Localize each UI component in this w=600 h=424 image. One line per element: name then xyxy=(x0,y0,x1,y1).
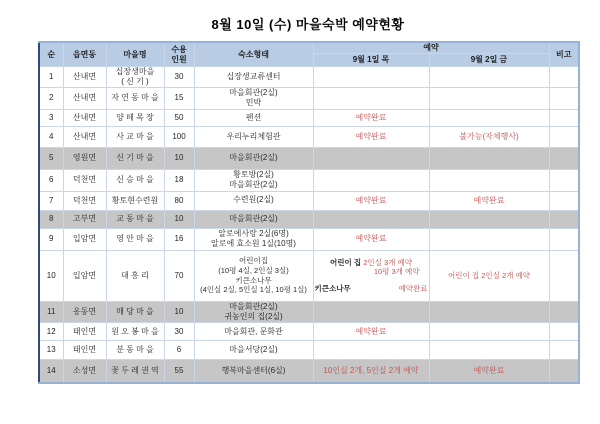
table-row xyxy=(39,67,579,88)
cell-capacity: 18 xyxy=(164,169,194,191)
cell-township: 덕천면 xyxy=(63,169,106,191)
cell-township: 덕천면 xyxy=(63,191,106,210)
cell-capacity: 15 xyxy=(164,88,194,110)
cell-resv-sep2 xyxy=(429,67,549,88)
cell-no: 13 xyxy=(39,341,63,360)
table-row xyxy=(39,323,579,341)
cell-lodging: 우리누리체험관 xyxy=(194,126,313,147)
cell-note xyxy=(549,109,579,126)
cell-township: 산내면 xyxy=(63,109,106,126)
cell-resv-sep2: 어린이 집 2인실 2개 예약 xyxy=(429,250,549,301)
cell-resv-sep1 xyxy=(313,67,429,88)
cell-note xyxy=(549,360,579,383)
cell-note xyxy=(549,88,579,110)
col-header-no: 순 xyxy=(39,42,63,67)
cell-lodging: 마을서당(2실) xyxy=(194,341,313,360)
cell-village: 교 동 마 을 xyxy=(106,210,164,228)
cell-no: 11 xyxy=(39,301,63,323)
cell-lodging: 마을회관(2실) 민박 xyxy=(194,88,313,110)
cell-no: 7 xyxy=(39,191,63,210)
cell-resv-sep1: 예약완료 xyxy=(313,109,429,126)
document-sheet xyxy=(38,14,578,384)
cell-village: 영 안 마 을 xyxy=(106,228,164,250)
col-header-date2: 9월 2일 금 xyxy=(429,54,549,67)
cell-resv-sep2 xyxy=(429,88,549,110)
cell-capacity: 30 xyxy=(164,67,194,88)
cell-no: 6 xyxy=(39,169,63,191)
table-row xyxy=(39,88,579,110)
cell-resv-sep1 xyxy=(313,88,429,110)
cell-note xyxy=(549,169,579,191)
cell-note xyxy=(549,147,579,169)
cell-lodging: 마을회관(2실) 귀농인의 집(2실) xyxy=(194,301,313,323)
cell-lodging: 수련원(2실) xyxy=(194,191,313,210)
cell-village: 십장생마을 ( 신 기 ) xyxy=(106,67,164,88)
cell-resv-sep2: 예약완료 xyxy=(429,191,549,210)
cell-note xyxy=(549,210,579,228)
cell-resv-sep1 xyxy=(313,169,429,191)
col-header-note: 비고 xyxy=(549,42,579,67)
facility-name: 키큰소나무 xyxy=(314,283,351,293)
cell-lodging: 행복마을센터(6실) xyxy=(194,360,313,383)
cell-no: 12 xyxy=(39,323,63,341)
table-row xyxy=(39,147,579,169)
cell-no: 1 xyxy=(39,67,63,88)
cell-resv-sep2 xyxy=(429,341,549,360)
cell-no: 4 xyxy=(39,126,63,147)
page-title: 8월 10일 (수) 마을숙박 예약현황 xyxy=(211,17,405,32)
cell-capacity: 10 xyxy=(164,301,194,323)
cell-township: 입암면 xyxy=(63,228,106,250)
col-header-lodging: 숙소형태 xyxy=(194,42,313,67)
cell-resv-sep1 xyxy=(313,301,429,323)
cell-no: 8 xyxy=(39,210,63,228)
cell-village: 신 기 마 을 xyxy=(106,147,164,169)
col-header-capacity: 수용 인원 xyxy=(164,42,194,67)
cell-township: 옹동면 xyxy=(63,301,106,323)
table-row xyxy=(39,250,579,301)
cell-no: 14 xyxy=(39,360,63,383)
col-header-township: 읍면동 xyxy=(63,42,106,67)
table-row xyxy=(39,341,579,360)
cell-capacity: 100 xyxy=(164,126,194,147)
cell-capacity: 10 xyxy=(164,210,194,228)
cell-lodging: 알로에사랑 2실(6명) 알로에 효소원 1실(10명) xyxy=(194,228,313,250)
cell-capacity: 30 xyxy=(164,323,194,341)
col-header-date1: 9월 1일 목 xyxy=(313,54,429,67)
header-row-1 xyxy=(39,42,579,54)
cell-village: 신 승 마 을 xyxy=(106,169,164,191)
cell-resv-sep2: 예약완료 xyxy=(429,360,549,383)
cell-resv-sep2 xyxy=(429,323,549,341)
table-row xyxy=(39,228,579,250)
cell-township: 입암면 xyxy=(63,250,106,301)
cell-township: 산내면 xyxy=(63,88,106,110)
cell-no: 5 xyxy=(39,147,63,169)
cell-resv-sep2 xyxy=(429,169,549,191)
cell-capacity: 55 xyxy=(164,360,194,383)
cell-note xyxy=(549,191,579,210)
cell-village: 사 교 마 을 xyxy=(106,126,164,147)
cell-resv-sep2 xyxy=(429,228,549,250)
cell-note xyxy=(549,67,579,88)
cell-note xyxy=(549,301,579,323)
cell-resv-sep1: 10인실 2개, 5인실 2개 예약 xyxy=(313,360,429,383)
cell-village: 꽃 두 레 권 역 xyxy=(106,360,164,383)
cell-resv-sep2: 불가능(자체행사) xyxy=(429,126,549,147)
cell-resv-sep1: 예약완료 xyxy=(313,126,429,147)
cell-resv-sep2 xyxy=(429,109,549,126)
resv-status: 예약완료 xyxy=(398,283,428,293)
cell-lodging: 십장생교류센터 xyxy=(194,67,313,88)
cell-village: 매 당 마 을 xyxy=(106,301,164,323)
cell-village: 대 흥 리 xyxy=(106,250,164,301)
table-row xyxy=(39,360,579,383)
cell-resv-sep2 xyxy=(429,210,549,228)
cell-capacity: 80 xyxy=(164,191,194,210)
cell-resv-sep1 xyxy=(313,341,429,360)
cell-township: 산내면 xyxy=(63,126,106,147)
cell-resv-sep1: 예약완료 xyxy=(313,191,429,210)
resv-detail: 10평 3개 예약 xyxy=(373,267,420,277)
table-row xyxy=(39,169,579,191)
table-row xyxy=(39,126,579,147)
cell-resv-sep1 xyxy=(313,147,429,169)
cell-resv-sep1 xyxy=(313,210,429,228)
table-row xyxy=(39,109,579,126)
cell-village: 분 동 마 을 xyxy=(106,341,164,360)
cell-lodging: 마을회관(2실) xyxy=(194,210,313,228)
col-header-reservation: 예약 xyxy=(313,42,549,54)
cell-capacity: 70 xyxy=(164,250,194,301)
cell-no: 3 xyxy=(39,109,63,126)
cell-lodging: 마을회관(2실) xyxy=(194,147,313,169)
cell-no: 2 xyxy=(39,88,63,110)
cell-township: 태인면 xyxy=(63,323,106,341)
cell-lodging: 마을회관, 문화관 xyxy=(194,323,313,341)
resv-detail: 2인실 3개 예약 xyxy=(363,258,412,267)
cell-capacity: 16 xyxy=(164,228,194,250)
cell-no: 9 xyxy=(39,228,63,250)
cell-resv-sep2 xyxy=(429,147,549,169)
cell-township: 영원면 xyxy=(63,147,106,169)
cell-township: 태인면 xyxy=(63,341,106,360)
cell-capacity: 10 xyxy=(164,147,194,169)
facility-name: 어린이 집 xyxy=(330,258,362,267)
cell-village: 황토현수련원 xyxy=(106,191,164,210)
cell-note xyxy=(549,250,579,301)
cell-resv-sep2 xyxy=(429,301,549,323)
cell-note xyxy=(549,228,579,250)
col-header-village: 마을명 xyxy=(106,42,164,67)
reservation-table xyxy=(38,41,580,384)
cell-no: 10 xyxy=(39,250,63,301)
cell-lodging: 황토방(2실) 마을회관(2실) xyxy=(194,169,313,191)
cell-note xyxy=(549,323,579,341)
table-row xyxy=(39,191,579,210)
cell-resv-sep1 xyxy=(313,250,429,301)
cell-resv-sep1: 예약완료 xyxy=(313,323,429,341)
cell-capacity: 6 xyxy=(164,341,194,360)
cell-village: 원 오 봉 마 을 xyxy=(106,323,164,341)
cell-note xyxy=(549,126,579,147)
cell-lodging: 펜션 xyxy=(194,109,313,126)
cell-lodging: 어린이집 (10평 4실, 2인실 3실) 키큰소나무 (4인실 2실, 5인실 1실, 10평 1실) xyxy=(194,250,313,301)
cell-resv-sep1: 예약완료 xyxy=(313,228,429,250)
cell-township: 고부면 xyxy=(63,210,106,228)
cell-township: 소성면 xyxy=(63,360,106,383)
cell-village: 자 연 동 마 을 xyxy=(106,88,164,110)
cell-township: 산내면 xyxy=(63,67,106,88)
cell-village: 양 떼 목 장 xyxy=(106,109,164,126)
table-row xyxy=(39,301,579,323)
cell-note xyxy=(549,341,579,360)
cell-capacity: 50 xyxy=(164,109,194,126)
table-row xyxy=(39,210,579,228)
